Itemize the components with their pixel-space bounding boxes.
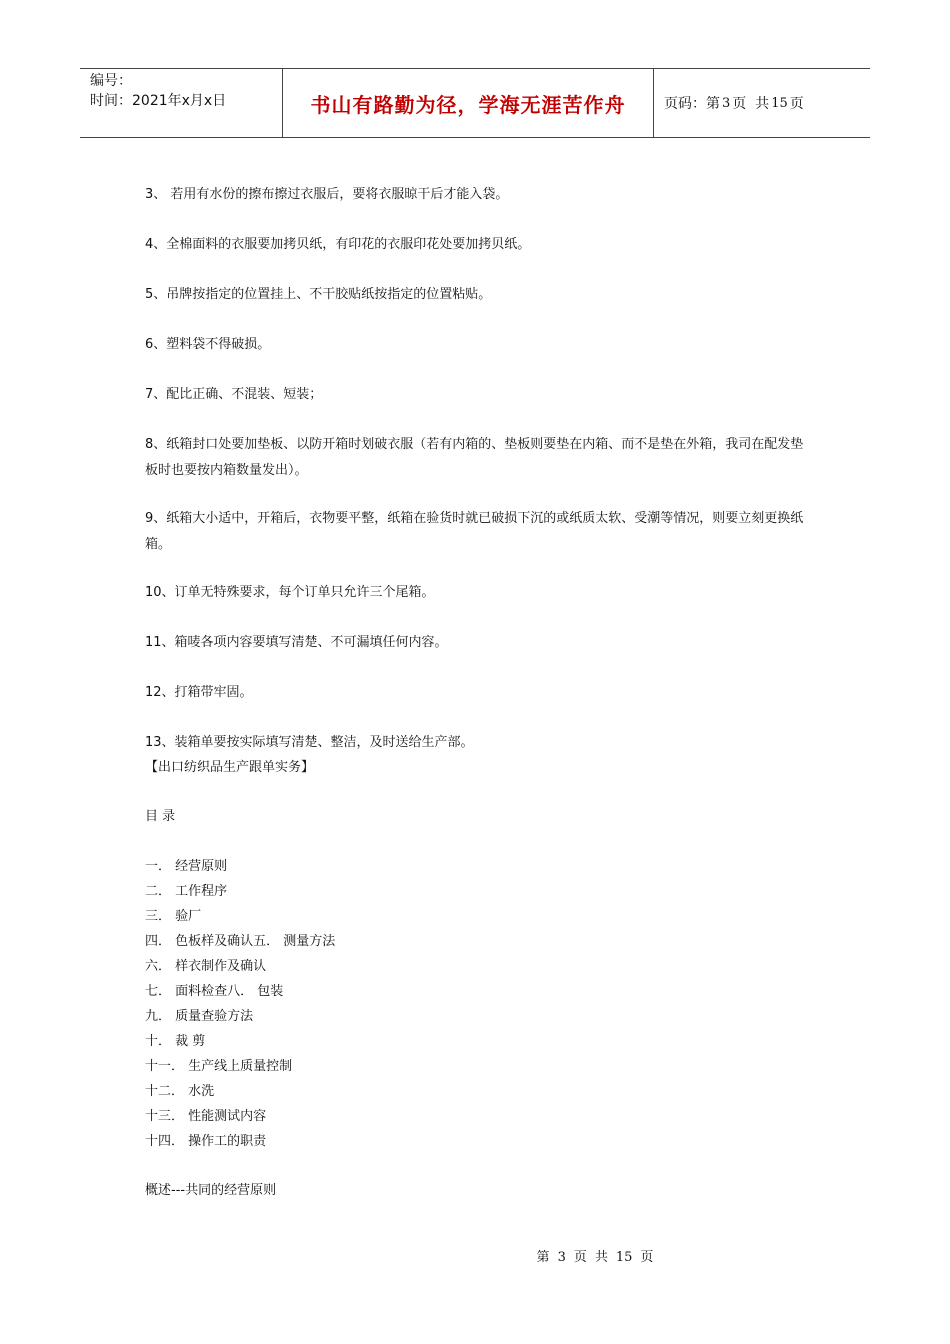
toc-item: 七． 面料检查八． 包装 bbox=[145, 984, 284, 999]
toc-item: 六． 样衣制作及确认 bbox=[145, 959, 267, 974]
toc-item: 十三． 性能测试内容 bbox=[145, 1109, 267, 1124]
footer-word: 页 bbox=[573, 1250, 587, 1265]
header-meta bbox=[80, 69, 282, 137]
footer-total-pages: 15 bbox=[615, 1250, 633, 1265]
paragraph: 6、塑料袋不得破损。 bbox=[145, 337, 271, 352]
page-mid: 页 共 bbox=[732, 96, 770, 112]
toc-item: 三． 验厂 bbox=[145, 909, 202, 924]
page-total: 15 bbox=[771, 95, 788, 111]
paragraph: 4、全棉面料的衣服要加拷贝纸，有印花的衣服印花处要加拷贝纸。 bbox=[145, 237, 531, 252]
header-page-indicator bbox=[654, 69, 870, 137]
document-time-label: 时间：2021年x月x日 bbox=[90, 93, 227, 109]
toc-item: 四． 色板样及确认五． 测量方法 bbox=[145, 934, 336, 949]
paragraph: 9、纸箱大小适中，开箱后，衣物要平整，纸箱在验货时就已破损下沉的或纸质太软、受潮等情况，则要立刻更换纸箱。 bbox=[145, 511, 804, 552]
paragraph: 5、吊牌按指定的位置挂上、不干胶贴纸按指定的位置粘贴。 bbox=[145, 287, 492, 302]
paragraph: 7、配比正确、不混装、短装； bbox=[145, 387, 323, 402]
paragraph: 12、打箱带牢固。 bbox=[145, 685, 253, 700]
paragraph: 13、装箱单要按实际填写清楚、整洁，及时送给生产部。 bbox=[145, 735, 474, 750]
toc-item: 十． 裁 剪 bbox=[145, 1034, 206, 1049]
footer-current-page: 3 bbox=[557, 1250, 566, 1265]
paragraph: 8、纸箱封口处要加垫板、以防开箱时划破衣服（若有内箱的、垫板则要垫在内箱、而不是垫在外箱，我司在配发垫板时也要按内箱数量发出）。 bbox=[145, 437, 804, 478]
footer-word: 页 bbox=[640, 1250, 654, 1265]
header-motto: 书山有路勤为径，学海无涯苦作舟 bbox=[282, 69, 654, 137]
page-header bbox=[80, 68, 870, 138]
document-number-label: 编号： bbox=[90, 73, 132, 89]
closing-line: 概述---共同的经营原则 bbox=[145, 1183, 277, 1198]
page-current: 3 bbox=[722, 95, 731, 111]
section-title: 【出口纺织品生产跟单实务】 bbox=[145, 760, 315, 775]
page-footer bbox=[0, 1246, 950, 1265]
toc-item: 十二． 水洗 bbox=[145, 1084, 215, 1099]
paragraph: 3、 若用有水份的擦布擦过衣服后，要将衣服晾干后才能入袋。 bbox=[145, 187, 509, 202]
page-suffix: 页 bbox=[789, 96, 804, 112]
paragraph: 10、订单无特殊要求，每个订单只允许三个尾箱。 bbox=[145, 585, 435, 600]
toc-heading: 目 录 bbox=[145, 809, 176, 824]
toc-item: 一． 经营原则 bbox=[145, 859, 228, 874]
toc-item: 十一． 生产线上质量控制 bbox=[145, 1059, 293, 1074]
toc-item: 九． 质量查验方法 bbox=[145, 1009, 254, 1024]
footer-word: 第 bbox=[536, 1250, 550, 1265]
footer-word: 共 bbox=[594, 1250, 608, 1265]
toc-item: 二． 工作程序 bbox=[145, 884, 228, 899]
toc-item: 十四． 操作工的职责 bbox=[145, 1134, 267, 1149]
paragraph: 11、箱唛各项内容要填写清楚、不可漏填任何内容。 bbox=[145, 635, 448, 650]
page-prefix: 页码：第 bbox=[664, 96, 720, 112]
